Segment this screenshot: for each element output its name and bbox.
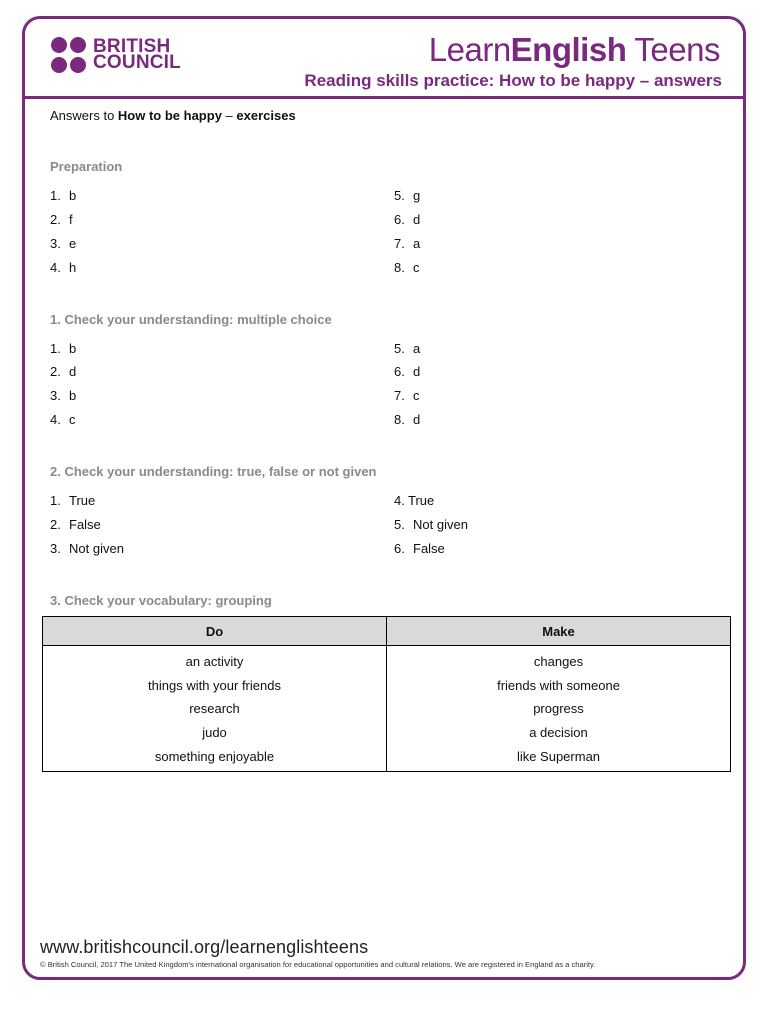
intro-bold-title: How to be happy [117,108,222,123]
cell-do: things with your friends [43,674,387,698]
brand-teens: Teens [626,31,720,68]
answer-item: 8. c [394,260,420,275]
document-title: Reading skills practice: How to be happy – answers [304,71,722,90]
answer-item: 1. b [50,188,77,203]
column-header-do: Do [43,617,387,646]
intro-bold-exercises: exercises [236,108,296,123]
page-frame [22,16,746,980]
logo-text [93,36,181,73]
footer-url: www.britishcouncil.org/learnenglishteens [40,937,369,957]
answer-item: 4. c [50,412,76,427]
logo-dots-icon [51,37,87,73]
table-row [43,744,731,771]
answer-item: 7. a [394,236,421,251]
header-rule [22,96,746,99]
cell-do: research [43,697,387,721]
answer-item: 6. False [394,541,445,556]
cell-make: progress [387,697,731,721]
answer-item: 6. d [394,364,421,379]
cell-make: like Superman [387,744,731,771]
answer-item: 2. d [50,364,77,379]
cell-do: judo [43,721,387,745]
section-title-true-false: 2. Check your understanding: true, false or not given [50,464,377,479]
logo-line2: COUNCIL [93,52,181,73]
column-header-make: Make [387,617,731,646]
intro-separator: – [221,108,237,123]
brand-learn: Learn [428,31,511,68]
cell-make: a decision [387,721,731,745]
british-council-logo [51,37,181,73]
intro-line [50,108,296,123]
table-row [43,697,731,721]
answer-item: 7. c [394,388,420,403]
learnenglish-teens-brand [429,31,720,69]
footer-legal: © British Council, 2017 The United Kingdom's international organisation for educational opportunities and cultural relations. We are registered in England as a charity. [40,960,596,969]
answer-item: 3. e [50,236,77,251]
answer-item: 2. f [50,212,73,227]
answer-item: 3. b [50,388,77,403]
answer-item: 1. True [50,493,96,508]
cell-make: friends with someone [387,674,731,698]
cell-do: an activity [43,646,387,674]
answer-item: 4. h [50,260,77,275]
answer-item: 3. Not given [50,541,124,556]
table-row [43,674,731,698]
vocabulary-table [42,616,731,772]
answer-item: 1. b [50,341,77,356]
section-title-preparation: Preparation [50,159,123,174]
answer-item: 8. d [394,412,421,427]
section-title-multiple-choice: 1. Check your understanding: multiple choice [50,312,332,327]
intro-prefix: Answers to [50,108,118,123]
answer-item: 2. False [50,517,101,532]
answer-item: 5. g [394,188,421,203]
answer-item: 4. True [394,493,435,508]
answer-item: 5. Not given [394,517,468,532]
cell-do: something enjoyable [43,744,387,771]
answer-item: 6. d [394,212,421,227]
table-row [43,721,731,745]
table-row [43,646,731,674]
cell-make: changes [387,646,731,674]
answer-item: 5. a [394,341,421,356]
logo-line1: BRITISH [93,36,171,57]
brand-english: English [510,31,627,68]
section-title-vocabulary: 3. Check your vocabulary: grouping [50,593,272,608]
